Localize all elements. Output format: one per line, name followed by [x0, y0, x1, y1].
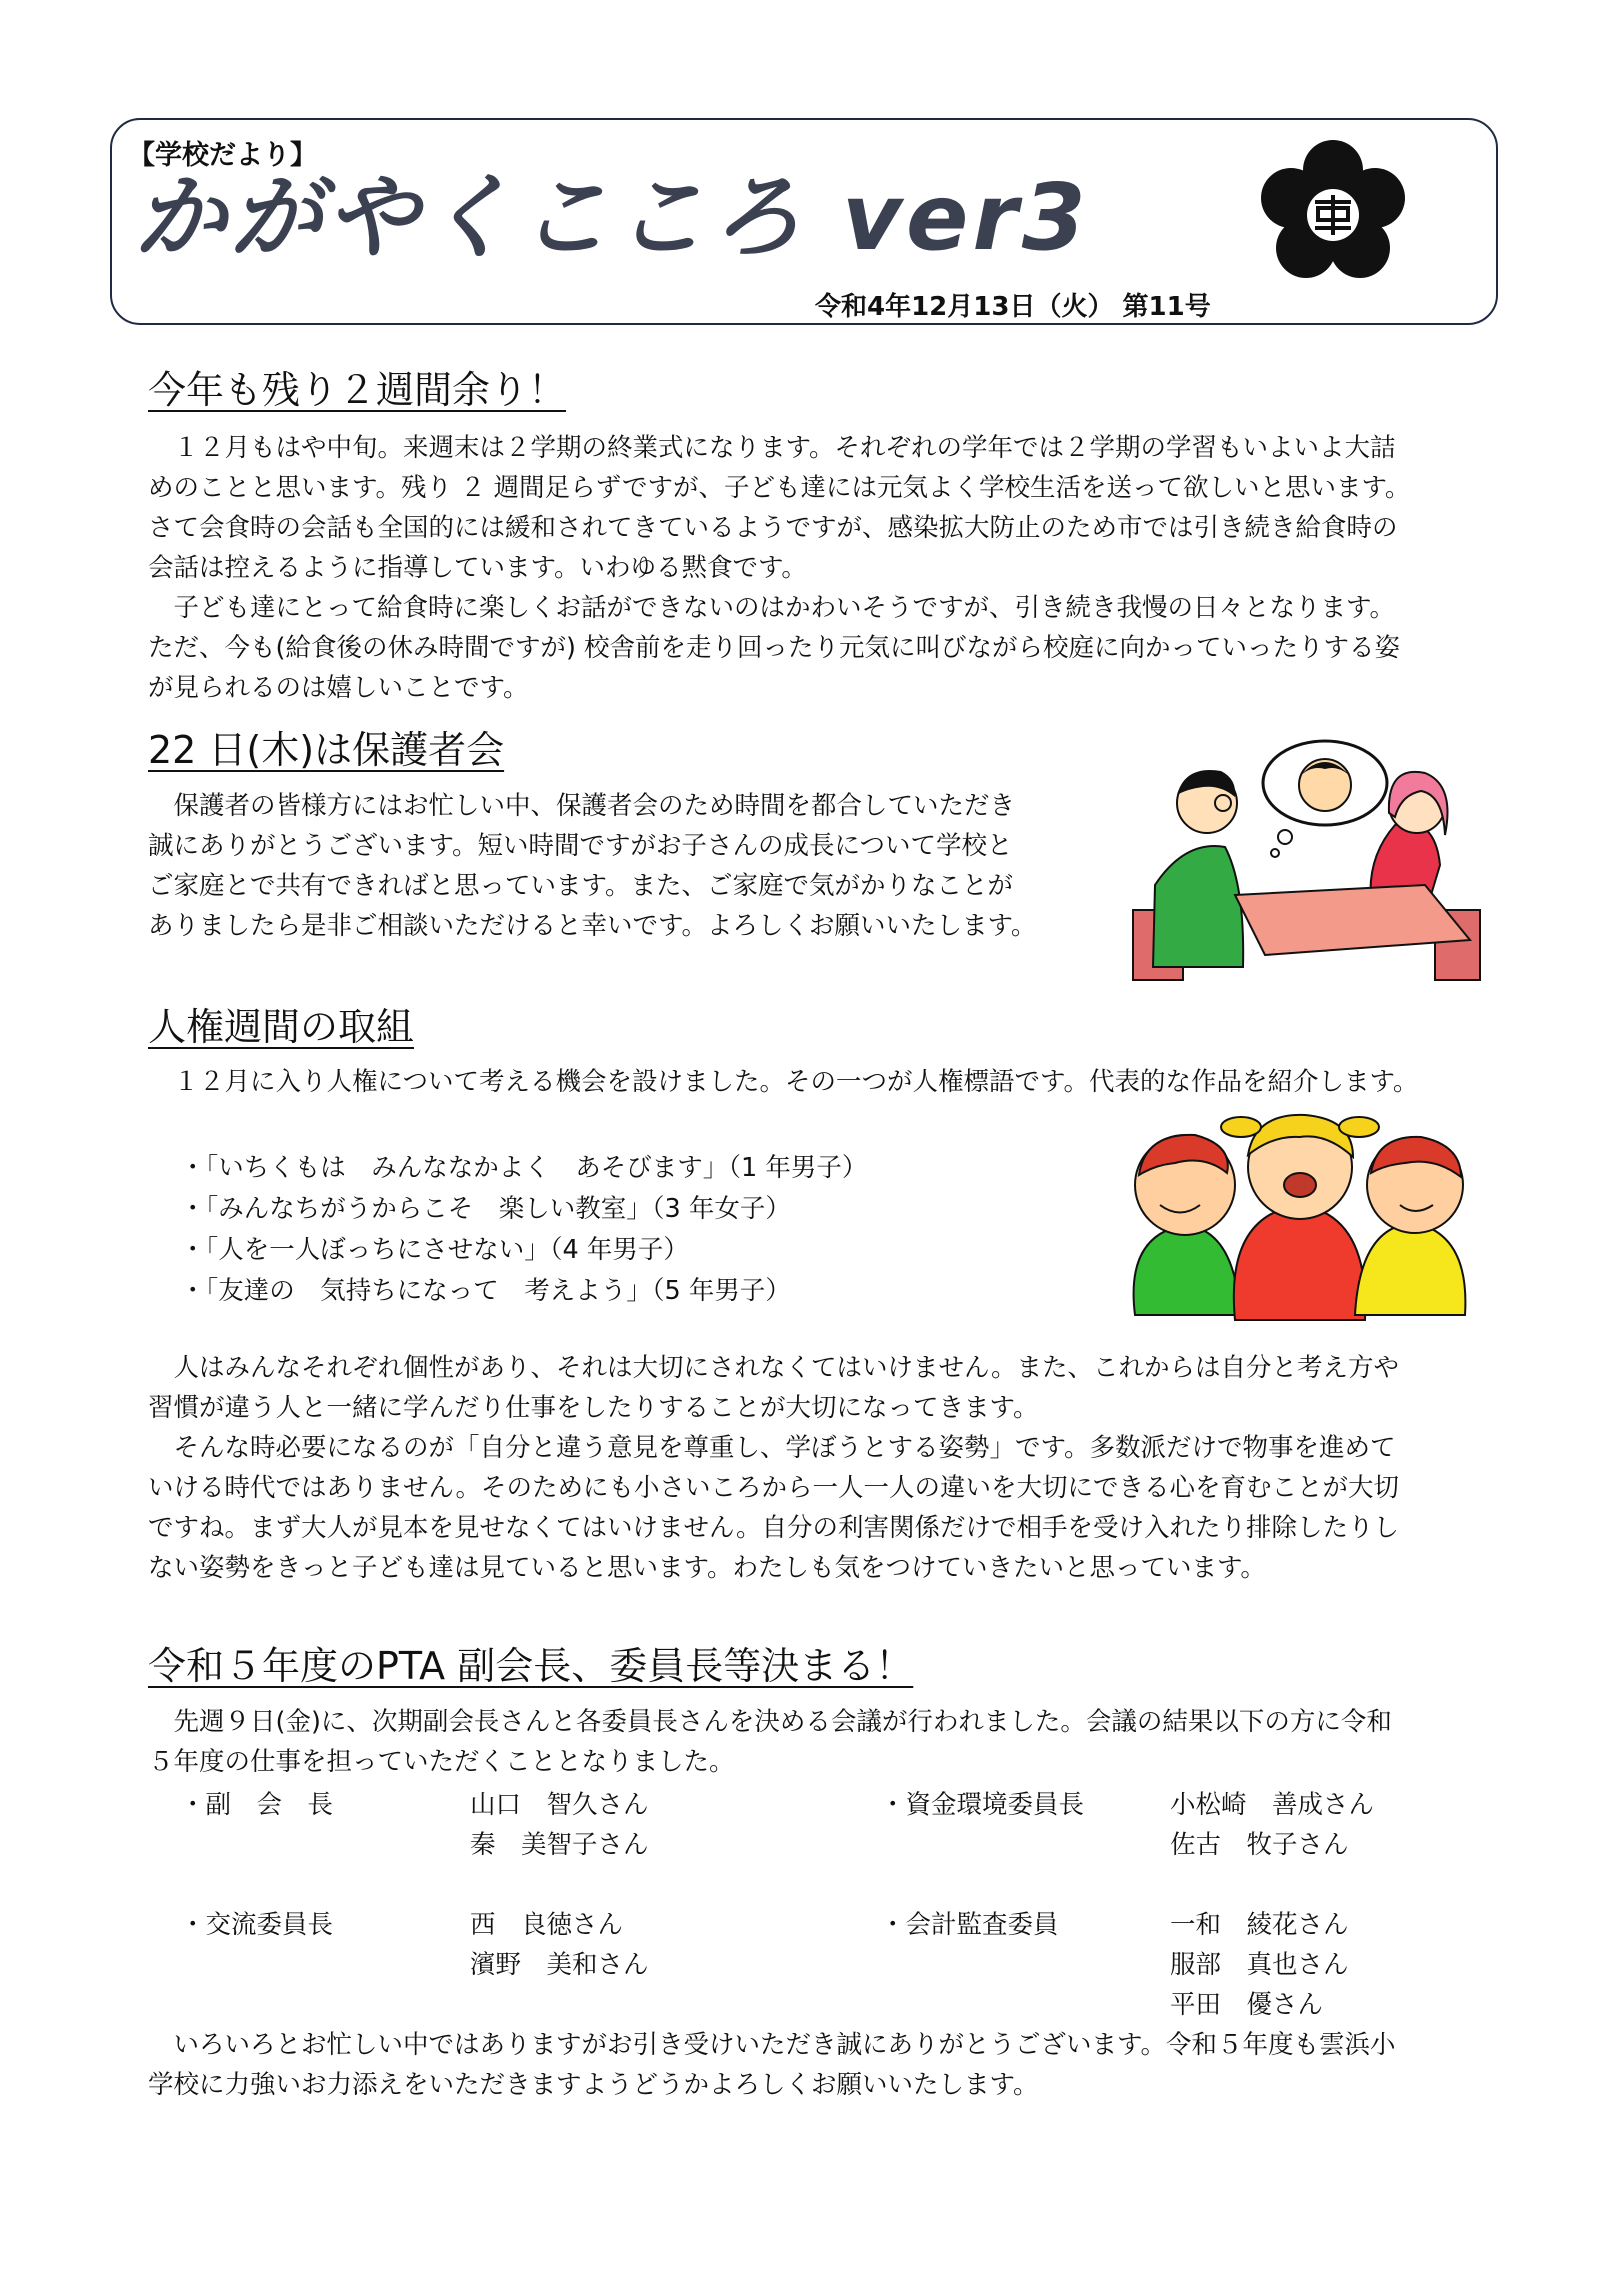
pta-role-names [1170, 1785, 1374, 1865]
slogan-item: ・「友達の 気持ちになって 考えよう」（5 年男子） [180, 1276, 791, 1306]
pta-member-name: 濱野 美和さん [470, 1950, 649, 1980]
pta-role-names [470, 1905, 649, 1985]
pta-role-label: ・会計監査委員 [880, 1910, 1059, 1940]
masthead-title: かがやくこころ ver3 [134, 164, 1090, 271]
section-heading-year-end: 今年も残り２週間余り！ [148, 368, 567, 412]
slogan-item: ・「人を一人ぼっちにさせない」（4 年男子） [180, 1235, 689, 1265]
pta-role-names [470, 1785, 649, 1865]
pta-member-name: 佐古 牧子さん [1170, 1830, 1349, 1860]
section-heading-human-rights: 人権週間の取組 [148, 1005, 415, 1049]
section-closing-pta: いろいろとお忙しい中ではありますがお引き受けいただき誠にありがとうございます。令和５年度も雲浜小 学校に力強いお力添えをいただきますようどうかよろしくお願いいたします。 [148, 2030, 1396, 2100]
section-body-parents-meeting: 保護者の皆様方にはお忙しい中、保護者会のため時間を都合していただき 誠にありがとうございます。短い時間ですがお子さんの成長について学校と ご家庭とで共有できればと思っています。また、ご家庭で気がかりなことが ありましたら是非ご相談いただけると幸いです。よろしくお願いいたします。 [148, 791, 1037, 941]
section-intro-pta: 先週９日(金)に、次期副会長さんと各委員長さんを決める会議が行われました。会議の結果以下の方に令和 ５年度の仕事を担っていただくこととなりました。 [148, 1707, 1392, 1777]
section-body-human-rights: 人はみんなそれぞれ個性があり、それは大切にされなくてはいけません。また、これからは自分と考え方や 習慣が違う人と一緒に学んだり仕事をしたりすることが大切になってきます。 そんな時必要になるのが「自分と違う意見を尊重し、学ぼうとする姿勢」です。多数派だけで物事を進めて いける時代ではありません。そのためにも小さいころから一人一人の違いを大切にできる心を育むことが大切 ですね。まず大人が見本を見せなくてはいけません。自分の利害関係だけで相手を受け入れたり排除したりし ない姿勢をきっと子ども達は見ていると思います。わたしも気をつけていきたいと思っています。 [148, 1353, 1400, 1583]
pta-role-names [1170, 1905, 1349, 2025]
pta-member-name: 山口 智久さん [470, 1790, 649, 1820]
issue-date: 令和4年12月13日（火） 第11号 [815, 292, 1211, 322]
pta-role-label: ・交流委員長 [180, 1910, 334, 1940]
slogan-list [180, 1148, 867, 1312]
pta-role-label: ・資金環境委員長 [880, 1790, 1085, 1820]
children-friends-illustration [1115, 1105, 1485, 1325]
masthead-label: 【学校だより】 [128, 140, 317, 171]
slogan-item: ・「みんなちがうからこそ 楽しい教室」（3 年女子） [180, 1194, 791, 1224]
pta-member-name: 小松崎 善成さん [1170, 1790, 1375, 1820]
section-heading-parents-meeting: 22 日(木)は保護者会 [148, 728, 505, 772]
pta-member-name: 秦 美智子さん [470, 1830, 649, 1860]
pta-role-label: ・副 会 長 [180, 1790, 334, 1820]
pta-member-name: 西 良徳さん [470, 1910, 624, 1940]
section-heading-pta: 令和５年度のPTA 副会長、委員長等決まる！ [148, 1644, 914, 1688]
section-body-year-end: １２月もはや中旬。来週末は２学期の終業式になります。それぞれの学年では２学期の学習もいよいよ大詰 めのことと思います。残り ２ 週間足らずですが、子ども達には元気よく学校生活を送って欲しいと思います。 さて会食時の会話も全国的には緩和されてきているようですが、感染拡大防止のため市では引き続き給食時の 会話は控えるように指導しています。いわゆる黙食です。 子ども達にとって給食時に楽しくお話ができないのはかわいそうですが、引き続き我慢の日々となります。 ただ、今も(給食後の休み時間ですが) 校舎前を走り回ったり元気に叫びながら校庭に向かっていったりする姿 が見られるのは嬉しいことです。 [148, 433, 1411, 703]
section-intro-human-rights: １２月に入り人権について考える機会を設けました。その一つが人権標語です。代表的な作品を紹介します。 [148, 1067, 1419, 1097]
pta-member-name: 平田 優さん [1170, 1990, 1324, 2020]
school-crest-icon [1258, 140, 1408, 290]
pta-member-name: 服部 真也さん [1170, 1950, 1349, 1980]
pta-member-name: 一和 綾花さん [1170, 1910, 1349, 1940]
slogan-item: ・「いちくもは みんななかよく あそびます」（1 年男子） [180, 1153, 868, 1183]
parent-teacher-illustration [1125, 735, 1485, 985]
